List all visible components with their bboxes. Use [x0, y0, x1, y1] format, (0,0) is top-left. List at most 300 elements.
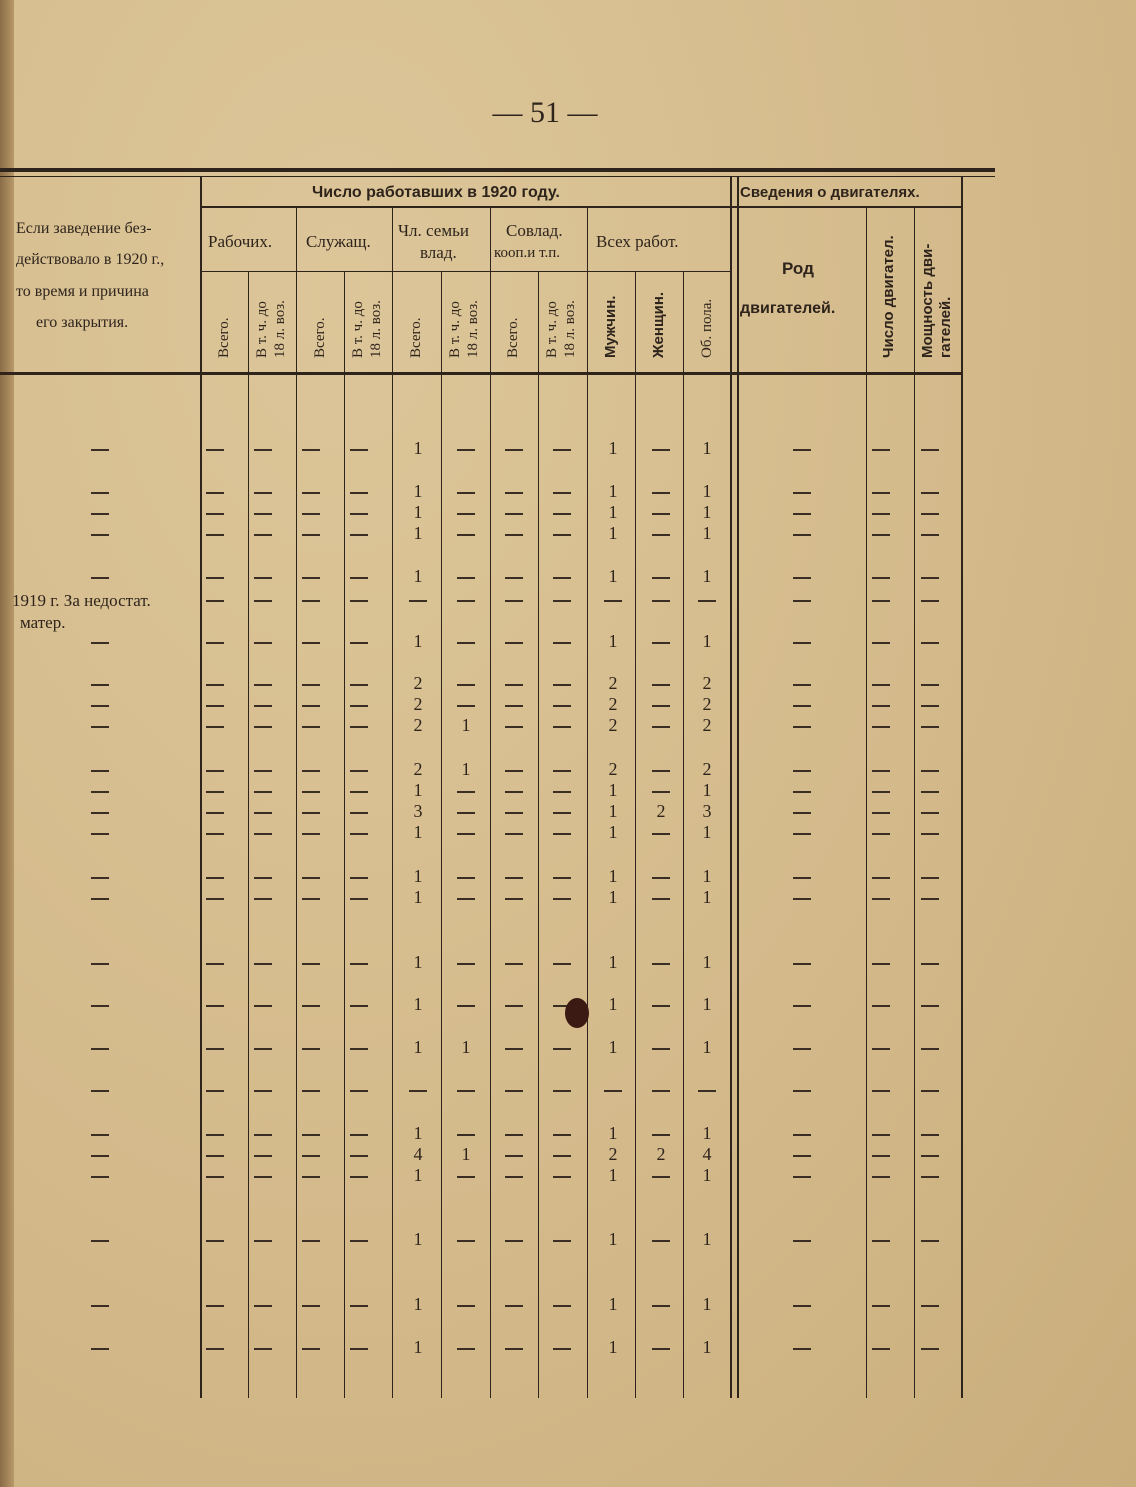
- col-rule: [490, 208, 491, 1398]
- table-cell: 1: [702, 523, 712, 543]
- table-cell: 1: [413, 481, 423, 501]
- table-dash: [302, 705, 320, 707]
- table-dash: [921, 513, 939, 515]
- table-dash: [793, 534, 811, 536]
- table-cell: 1: [702, 1294, 712, 1314]
- left-note-line: его закрытия.: [36, 314, 129, 331]
- table-dash: [553, 1090, 571, 1092]
- table-dash: [457, 577, 475, 579]
- table-dash: [652, 600, 670, 602]
- table-dash: [350, 1155, 368, 1157]
- table-dash: [921, 1348, 939, 1350]
- table-cell: 1: [702, 438, 712, 458]
- table-dash: [553, 963, 571, 965]
- table-dash: [652, 449, 670, 451]
- table-dash: [91, 534, 109, 536]
- table-dash: [206, 726, 224, 728]
- table-dash: [302, 877, 320, 879]
- table-dash: [206, 963, 224, 965]
- table-cell: 1: [461, 1037, 471, 1057]
- col-rule: [635, 272, 636, 1398]
- table-dash: [921, 642, 939, 644]
- table-dash: [254, 877, 272, 879]
- table-dash: [91, 1090, 109, 1092]
- col-rule: [961, 176, 963, 1398]
- table-dash: [652, 1005, 670, 1007]
- table-dash: [302, 812, 320, 814]
- table-dash: [553, 684, 571, 686]
- left-note-line: то время и причина: [16, 283, 149, 300]
- table-dash: [206, 1090, 224, 1092]
- table-dash: [872, 600, 890, 602]
- table-dash: [872, 812, 890, 814]
- table-cell: 1: [413, 822, 423, 842]
- page-number: — 51 —: [492, 96, 598, 129]
- table-dash: [652, 684, 670, 686]
- col-rule: [296, 208, 297, 1398]
- table-dash: [350, 600, 368, 602]
- table-dash: [91, 449, 109, 451]
- table-dash: [254, 577, 272, 579]
- subgroup-header-rule: [200, 271, 730, 272]
- table-dash: [91, 812, 109, 814]
- table-dash: [872, 1134, 890, 1136]
- col-header-engine-power: гателей.: [937, 296, 954, 358]
- table-dash: [350, 642, 368, 644]
- table-cell: 1: [608, 502, 618, 522]
- table-dash: [505, 833, 523, 835]
- table-cell: 1: [413, 780, 423, 800]
- table-dash: [254, 963, 272, 965]
- table-dash: [302, 1240, 320, 1242]
- table-dash: [793, 1005, 811, 1007]
- table-dash: [457, 791, 475, 793]
- table-dash: [793, 1048, 811, 1050]
- table-dash: [91, 1155, 109, 1157]
- table-dash: [652, 705, 670, 707]
- table-dash: [302, 1090, 320, 1092]
- table-dash: [652, 1305, 670, 1307]
- table-dash: [505, 1090, 523, 1092]
- table-cell: 1: [702, 1229, 712, 1249]
- table-dash: [457, 1240, 475, 1242]
- table-dash: [254, 833, 272, 835]
- table-dash: [872, 1090, 890, 1092]
- table-dash: [457, 1176, 475, 1178]
- table-dash: [254, 449, 272, 451]
- table-cell: 1: [608, 780, 618, 800]
- subheader-engine-kind: Род: [782, 259, 814, 278]
- table-dash: [302, 1048, 320, 1050]
- table-dash: [457, 684, 475, 686]
- table-dash: [793, 1090, 811, 1092]
- table-dash: [793, 1134, 811, 1136]
- table-dash: [254, 1005, 272, 1007]
- table-dash: [793, 449, 811, 451]
- table-dash: [350, 577, 368, 579]
- table-cell: 1: [413, 1037, 423, 1057]
- table-cell: 1: [608, 822, 618, 842]
- table-dash: [553, 726, 571, 728]
- table-dash: [505, 577, 523, 579]
- table-dash: [254, 1155, 272, 1157]
- table-dash: [652, 1240, 670, 1242]
- table-cell: 1: [702, 1337, 712, 1357]
- table-dash: [921, 898, 939, 900]
- table-dash: [652, 1048, 670, 1050]
- table-dash: [302, 726, 320, 728]
- table-dash: [872, 963, 890, 965]
- table-dash: [206, 1048, 224, 1050]
- group-header-rule: [200, 206, 962, 208]
- table-cell: 2: [608, 1144, 618, 1164]
- table-dash: [793, 877, 811, 879]
- table-cell: 2: [702, 759, 712, 779]
- col-header-women: Женщин.: [650, 291, 667, 358]
- table-cell: 2: [656, 801, 666, 821]
- table-dash: [350, 705, 368, 707]
- col-rule: [344, 272, 345, 1398]
- note-1919: 1919 г. За недостат.: [12, 591, 151, 610]
- table-cell: 1: [608, 887, 618, 907]
- table-dash: [921, 577, 939, 579]
- table-dash: [872, 513, 890, 515]
- table-dash: [457, 1005, 475, 1007]
- table-dash: [553, 1155, 571, 1157]
- table-dash: [505, 492, 523, 494]
- table-dash: [872, 726, 890, 728]
- group-header-engines: Сведения о двигателях.: [740, 184, 920, 201]
- table-dash: [457, 833, 475, 835]
- table-dash: [652, 1348, 670, 1350]
- table-dash: [206, 577, 224, 579]
- table-dash: [206, 600, 224, 602]
- table-dash: [350, 833, 368, 835]
- table-dash: [254, 1348, 272, 1350]
- table-dash: [206, 642, 224, 644]
- table-cell: 1: [608, 438, 618, 458]
- table-cell: 2: [608, 694, 618, 714]
- table-dash: [604, 600, 622, 602]
- table-dash: [921, 534, 939, 536]
- col-header-men: Мужчин.: [602, 295, 619, 358]
- table-dash: [793, 770, 811, 772]
- table-dash: [793, 1155, 811, 1157]
- table-top-rule: [0, 168, 995, 172]
- table-cell: 1: [413, 631, 423, 651]
- table-cell: 4: [702, 1144, 712, 1164]
- table-dash: [206, 513, 224, 515]
- subheader-coowners: Совлад.: [506, 221, 563, 240]
- col-rule: [683, 272, 684, 1398]
- table-dash: [652, 534, 670, 536]
- table-dash: [921, 963, 939, 965]
- table-cell: 2: [608, 673, 618, 693]
- table-dash: [793, 1240, 811, 1242]
- table-cell: 1: [702, 952, 712, 972]
- table-dash: [505, 963, 523, 965]
- table-dash: [505, 449, 523, 451]
- table-cell: 1: [702, 887, 712, 907]
- table-dash: [505, 684, 523, 686]
- table-dash: [91, 1240, 109, 1242]
- table-dash: [302, 1155, 320, 1157]
- table-dash: [793, 642, 811, 644]
- table-cell: 1: [413, 866, 423, 886]
- table-dash: [91, 833, 109, 835]
- table-dash: [91, 726, 109, 728]
- table-dash: [872, 1240, 890, 1242]
- book-binding-edge: [0, 0, 14, 1487]
- table-dash: [921, 1090, 939, 1092]
- table-dash: [793, 1176, 811, 1178]
- table-cell: 1: [413, 887, 423, 907]
- table-dash: [793, 726, 811, 728]
- table-dash: [793, 513, 811, 515]
- table-dash: [206, 534, 224, 536]
- table-dash: [921, 684, 939, 686]
- table-dash: [872, 642, 890, 644]
- table-dash: [921, 1048, 939, 1050]
- table-dash: [457, 898, 475, 900]
- table-dash: [553, 877, 571, 879]
- table-dash: [350, 1048, 368, 1050]
- table-dash: [350, 877, 368, 879]
- table-dash: [254, 1305, 272, 1307]
- subheader-workers: Рабочих.: [208, 232, 273, 251]
- table-cell: 1: [702, 1037, 712, 1057]
- table-dash: [505, 705, 523, 707]
- table-dash: [91, 1348, 109, 1350]
- col-header-total: Всего.: [505, 317, 521, 358]
- col-rule: [441, 272, 442, 1398]
- table-dash: [652, 963, 670, 965]
- table-dash: [921, 791, 939, 793]
- table-dash: [652, 1134, 670, 1136]
- table-dash: [302, 1176, 320, 1178]
- table-dash: [302, 534, 320, 536]
- table-cell: 1: [608, 994, 618, 1014]
- table-dash: [206, 898, 224, 900]
- table-dash: [91, 1176, 109, 1178]
- table-dash: [793, 577, 811, 579]
- table-cell: 2: [608, 759, 618, 779]
- table-cell: 2: [702, 694, 712, 714]
- table-dash: [872, 791, 890, 793]
- table-dash: [457, 642, 475, 644]
- table-dash: [505, 600, 523, 602]
- table-dash: [505, 642, 523, 644]
- table-cell: 2: [702, 715, 712, 735]
- table-dash: [91, 705, 109, 707]
- table-dash: [652, 898, 670, 900]
- table-dash: [872, 684, 890, 686]
- table-dash: [505, 1155, 523, 1157]
- table-cell: 1: [608, 1123, 618, 1143]
- table-dash: [793, 600, 811, 602]
- table-cell: 1: [702, 1123, 712, 1143]
- header-bottom-rule: [0, 372, 962, 375]
- table-dash: [206, 1305, 224, 1307]
- table-dash: [206, 449, 224, 451]
- table-dash: [457, 877, 475, 879]
- table-dash: [872, 898, 890, 900]
- table-dash: [254, 705, 272, 707]
- table-dash: [206, 791, 224, 793]
- table-dash: [302, 1134, 320, 1136]
- table-dash: [505, 1176, 523, 1178]
- table-cell: 1: [702, 481, 712, 501]
- table-dash: [302, 1005, 320, 1007]
- table-dash: [793, 963, 811, 965]
- table-dash: [457, 449, 475, 451]
- table-dash: [505, 1240, 523, 1242]
- table-dash: [793, 492, 811, 494]
- table-dash: [793, 833, 811, 835]
- table-cell: 1: [608, 523, 618, 543]
- subheader-all: Всех работ.: [596, 232, 679, 251]
- table-dash: [206, 1348, 224, 1350]
- table-dash: [350, 684, 368, 686]
- table-dash: [553, 642, 571, 644]
- table-cell: 1: [702, 566, 712, 586]
- col-header-under18: 18 л. воз.: [465, 300, 481, 358]
- table-dash: [206, 833, 224, 835]
- table-dash: [553, 1240, 571, 1242]
- table-dash: [872, 1348, 890, 1350]
- table-dash: [553, 791, 571, 793]
- table-dash: [206, 1176, 224, 1178]
- table-dash: [302, 449, 320, 451]
- table-dash: [872, 449, 890, 451]
- ink-blot: [565, 998, 589, 1028]
- table-dash: [91, 770, 109, 772]
- table-dash: [302, 642, 320, 644]
- table-dash: [350, 449, 368, 451]
- table-dash: [505, 1005, 523, 1007]
- col-rule: [587, 208, 588, 1398]
- table-dash: [505, 898, 523, 900]
- table-dash: [553, 1048, 571, 1050]
- table-dash: [793, 898, 811, 900]
- table-dash: [921, 449, 939, 451]
- table-cell: 2: [608, 715, 618, 735]
- table-dash: [921, 705, 939, 707]
- table-cell: 1: [608, 866, 618, 886]
- table-cell: 1: [702, 780, 712, 800]
- table-dash: [793, 1348, 811, 1350]
- table-dash: [91, 513, 109, 515]
- col-header-engine-count: Число двигател.: [880, 235, 897, 358]
- table-dash: [350, 534, 368, 536]
- table-dash: [206, 812, 224, 814]
- table-dash: [921, 1305, 939, 1307]
- col-rule: [538, 272, 539, 1398]
- table-cell: 2: [413, 694, 423, 714]
- table-dash: [921, 726, 939, 728]
- table-dash: [350, 492, 368, 494]
- table-dash: [350, 963, 368, 965]
- table-cell: 2: [702, 673, 712, 693]
- col-rule: [914, 208, 915, 1398]
- table-cell: 1: [702, 631, 712, 651]
- table-dash: [254, 1176, 272, 1178]
- table-dash: [652, 577, 670, 579]
- table-dash: [872, 877, 890, 879]
- table-cell: 1: [608, 631, 618, 651]
- table-dash: [254, 600, 272, 602]
- table-dash: [505, 877, 523, 879]
- table-dash: [91, 791, 109, 793]
- col-header-under18: В т. ч. до: [254, 301, 270, 358]
- table-cell: 1: [461, 715, 471, 735]
- table-dash: [553, 449, 571, 451]
- table-dash: [206, 1134, 224, 1136]
- table-dash: [652, 877, 670, 879]
- subheader-family: Чл. семьи: [398, 221, 469, 240]
- table-dash: [350, 1090, 368, 1092]
- table-dash: [553, 1134, 571, 1136]
- table-dash: [457, 1134, 475, 1136]
- table-dash: [505, 726, 523, 728]
- table-cell: 2: [413, 715, 423, 735]
- col-header-under18: 18 л. воз.: [562, 300, 578, 358]
- table-dash: [254, 1240, 272, 1242]
- col-header-under18: В т. ч. до: [544, 301, 560, 358]
- table-dash: [921, 812, 939, 814]
- table-dash: [921, 1176, 939, 1178]
- table-dash: [505, 534, 523, 536]
- table-dash: [921, 1134, 939, 1136]
- table-dash: [553, 577, 571, 579]
- table-dash: [91, 1005, 109, 1007]
- subheader-clerks: Служащ.: [306, 232, 371, 251]
- table-dash: [553, 770, 571, 772]
- table-cell: 1: [413, 502, 423, 522]
- table-dash: [921, 770, 939, 772]
- table-dash: [350, 898, 368, 900]
- table-dash: [505, 812, 523, 814]
- table-dash: [254, 898, 272, 900]
- table-cell: 1: [413, 438, 423, 458]
- table-dash: [350, 1240, 368, 1242]
- table-cell: 1: [608, 1037, 618, 1057]
- table-cell: 1: [413, 994, 423, 1014]
- table-cell: 1: [608, 1337, 618, 1357]
- table-dash: [457, 1348, 475, 1350]
- table-cell: 2: [656, 1144, 666, 1164]
- table-dash: [409, 1090, 427, 1092]
- table-cell: 1: [413, 1165, 423, 1185]
- table-dash: [872, 492, 890, 494]
- table-dash: [921, 1155, 939, 1157]
- table-cell: 1: [702, 502, 712, 522]
- table-dash: [302, 1348, 320, 1350]
- table-cell: 3: [702, 801, 712, 821]
- subheader-coowners: кооп.и т.п.: [494, 245, 561, 261]
- table-dash: [921, 1240, 939, 1242]
- table-dash: [91, 877, 109, 879]
- col-header-under18: В т. ч. до: [350, 301, 366, 358]
- table-dash: [698, 1090, 716, 1092]
- table-dash: [553, 833, 571, 835]
- table-dash: [652, 833, 670, 835]
- table-dash: [302, 770, 320, 772]
- col-rule: [200, 176, 202, 1398]
- table-dash: [254, 726, 272, 728]
- table-dash: [91, 1134, 109, 1136]
- table-cell: 1: [413, 1123, 423, 1143]
